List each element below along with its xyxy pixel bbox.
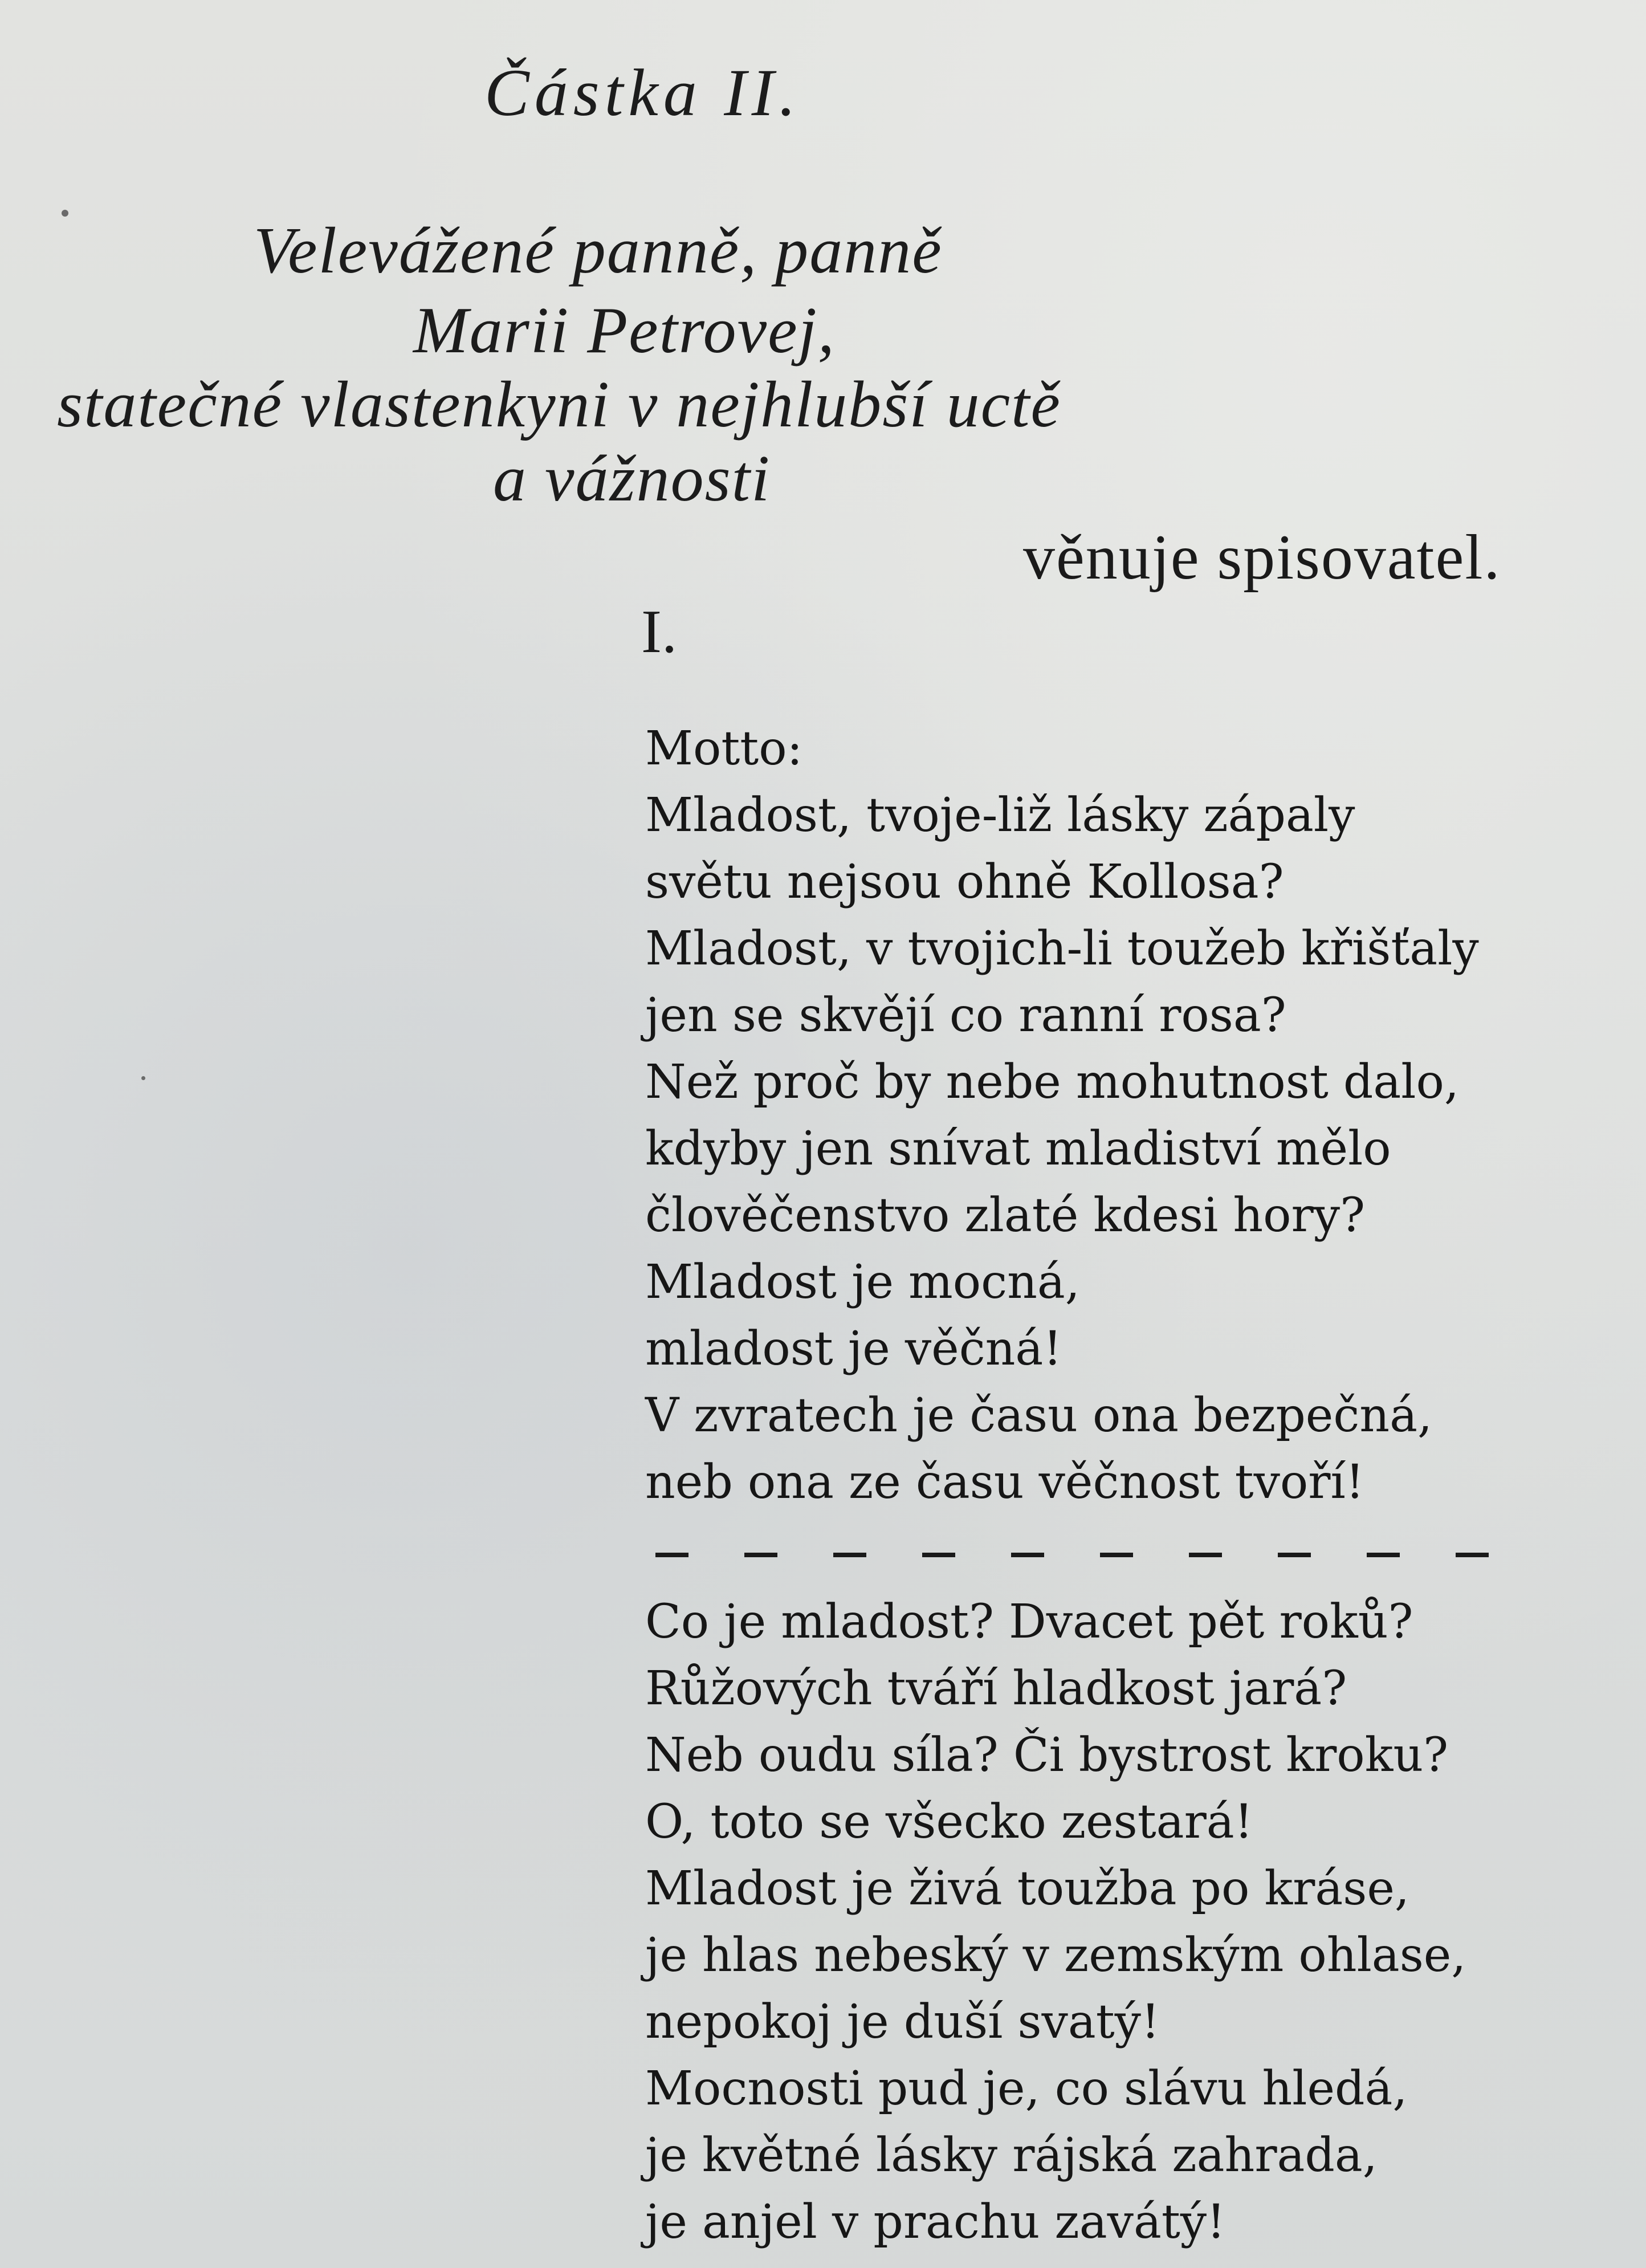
verse-line: Co je mladost? Dvacet pět roků?	[645, 1595, 1413, 1649]
verse-line: je hlas nebeský v zemským ohlase,	[645, 1928, 1466, 1982]
dedication-line: statečné vlastenkyni v nejhlubší uctě	[57, 368, 1061, 441]
verse-line: jen se skvějí co ranní rosa?	[645, 988, 1286, 1043]
verse-line: Mladost, tvoje-liž lásky zápaly	[645, 788, 1355, 842]
verse-line: Neb oudu síla? Či bystrost kroku?	[645, 1728, 1449, 1782]
verse-line: Růžových tváří hladkost jará?	[645, 1662, 1347, 1716]
verse-line: nepokoj je duší svatý!	[645, 1995, 1160, 2049]
verse-line: Než proč by nebe mohutnost dalo,	[645, 1055, 1459, 1109]
verse-line: je anjel v prachu zavátý!	[645, 2195, 1226, 2249]
verse-line: je květné lásky rájská zahrada,	[645, 2128, 1378, 2183]
verse-line: V zvratech je času ona bezpečná,	[645, 1389, 1433, 1443]
verse-line: světu nejsou ohně Kollosa?	[645, 855, 1284, 909]
motto-label: Motto:	[645, 722, 803, 776]
paper-speck	[141, 1076, 145, 1080]
verse-line: mladost je věčná!	[645, 1322, 1062, 1376]
dedication-line: a vážnosti	[493, 442, 771, 515]
verse-line: Mladost, v tvojich-li toužeb křišťaly	[645, 922, 1479, 976]
chapter-heading: Částka II.	[484, 55, 801, 130]
paper-speck	[62, 210, 68, 217]
verse-line: kdyby jen snívat mladiství mělo	[645, 1122, 1391, 1176]
stanza-1	[645, 782, 1479, 1516]
verse-line: Mladost je živá toužba po kráse,	[645, 1862, 1409, 1916]
verse-line: člověčenstvo zlaté kdesi hory?	[645, 1188, 1366, 1243]
verse-line: neb ona ze času věčnost tvoří!	[645, 1455, 1364, 1509]
dashed-separator	[655, 1553, 1493, 1557]
verse-line: O, toto se všecko zestará!	[645, 1795, 1253, 1849]
verse-line: Mladost je mocná,	[645, 1255, 1080, 1309]
dedication-line: Velevážené panně, panně	[254, 214, 943, 287]
verse-line: Mocnosti pud je, co slávu hledá,	[645, 2062, 1408, 2116]
dedication-line: Marii Petrovej,	[413, 294, 836, 367]
stanza-2	[645, 1589, 1466, 2255]
section-number: I.	[641, 598, 677, 666]
dedication-signature: věnuje spisovatel.	[1023, 522, 1501, 593]
